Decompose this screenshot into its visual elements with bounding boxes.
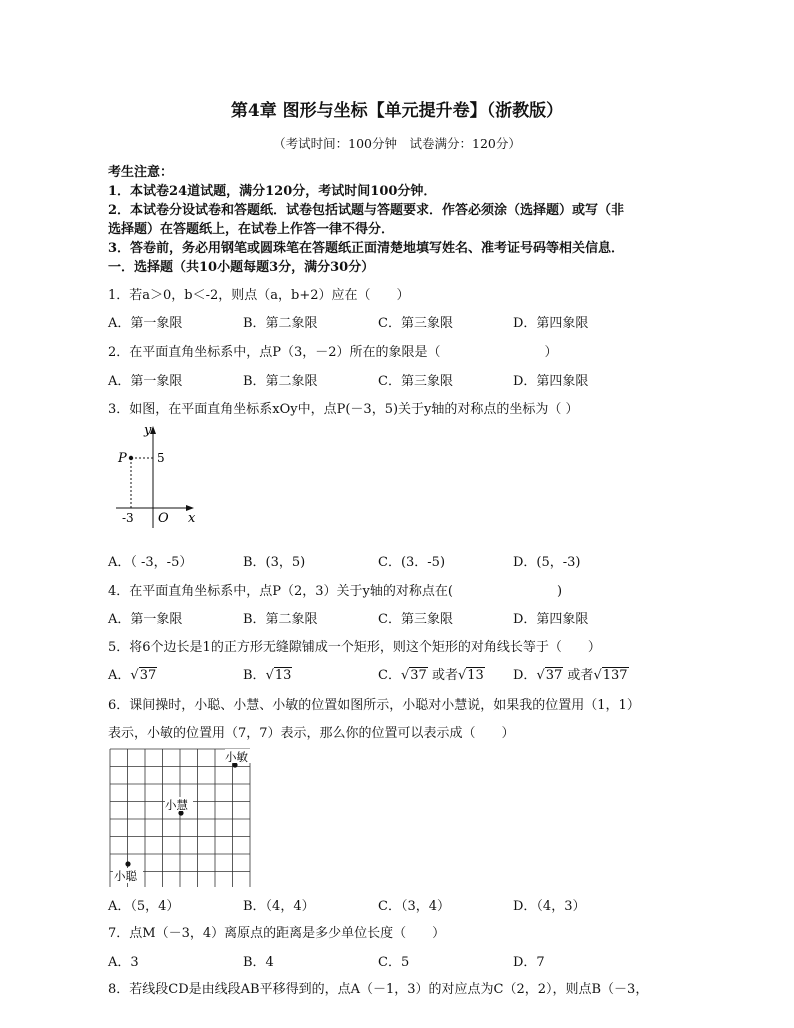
q5-c-letter: C． (378, 668, 401, 683)
q5-d-radicand-2: 137 (602, 668, 628, 683)
q6-option-a: A．（5，4） (108, 899, 180, 914)
q5-d-or: 或者 (567, 668, 594, 683)
q5-c-or: 或者 (431, 668, 458, 683)
q3-option-c: C．(3．-5) (378, 555, 446, 570)
q5-a-radicand: 37 (139, 668, 157, 683)
q5-d-letter: D． (513, 668, 537, 683)
q5-d-radicand-1: 37 (545, 668, 563, 683)
tick-neg3: -3 (122, 511, 134, 525)
section-heading: 一．选择题（共10小题每题3分，满分30分） (108, 260, 375, 275)
q4-option-d: D．第四象限 (513, 612, 589, 627)
grid-lines (110, 749, 250, 887)
q5-c-radicand-1: 37 (410, 668, 427, 683)
q1-option-d: D．第四象限 (513, 316, 589, 331)
q2-option-d: D．第四象限 (513, 374, 589, 389)
q4-option-c: C．第三象限 (378, 612, 453, 627)
q4-option-a: A．第一象限 (108, 612, 183, 627)
q2-option-c: C．第三象限 (378, 374, 453, 389)
q1-option-c: C．第三象限 (378, 316, 453, 331)
q3-option-b: B．(3，5) (243, 555, 306, 570)
q5-option-c: C．√37 或者√13 (378, 668, 484, 683)
question-4-stem: 4．在平面直角坐标系中，点P（2，3）关于y轴的对称点在( ) (108, 584, 563, 599)
q5-option-a: A．√37 (108, 668, 157, 683)
x-label: x (188, 511, 196, 526)
q1-option-b: B．第二象限 (243, 316, 318, 331)
point-p (129, 456, 133, 460)
q7-option-b: B．4 (243, 955, 274, 970)
q5-c-radicand-2: 13 (467, 668, 484, 683)
q5-b-radicand: 13 (274, 668, 292, 683)
origin-label: O (158, 511, 169, 526)
cong-label: 小聪 (114, 869, 137, 883)
hui-label: 小慧 (165, 798, 188, 812)
q5-option-b: B．√13 (243, 668, 292, 683)
q5-b-letter: B． (243, 668, 266, 683)
question-6-stem-2: 表示，小敏的位置用（7，7）表示，那么你的位置可以表示成（ ） (108, 726, 515, 741)
tick-5: 5 (157, 451, 165, 465)
question-6-stem-1: 6．课间操时，小聪、小慧、小敏的位置如图所示，小聪对小慧说，如果我的位置用（1，1） (108, 698, 640, 713)
q6-option-c: C．（3，4） (378, 899, 450, 914)
q4-option-b: B．第二象限 (243, 612, 318, 627)
min-label: 小敏 (225, 750, 248, 764)
q2-option-b: B．第二象限 (243, 374, 318, 389)
question-2-stem: 2．在平面直角坐标系中，点P（3，－2）所在的象限是（ ） (108, 345, 558, 360)
page-title: 第4章 图形与坐标【单元提升卷】（浙教版） (230, 101, 564, 121)
question-3-stem: 3．如图，在平面直角坐标系xOy中，点P(－3，5)关于y轴的对称点的坐标为（ ） (108, 402, 579, 417)
note-2b: 选择题）在答题纸上，在试卷上作答一律不得分． (108, 222, 395, 237)
q2-option-a: A．第一象限 (108, 374, 183, 389)
note-2a: 2．本试卷分设试卷和答题纸．试卷包括试题与答题要求．作答必须涂（选择题）或写（非 (108, 203, 625, 218)
question-8-stem: 8．若线段CD是由线段AB平移得到的，点A（－1，3）的对应点为C（2，2），则点B（－3， (108, 982, 649, 997)
note-1: 1．本试卷24道试题，满分120分，考试时间100分钟． (108, 184, 437, 199)
q5-option-d: D．√37 或者√137 (513, 668, 628, 683)
q5-a-letter: A． (108, 668, 131, 683)
q6-option-b: B．（4，4） (243, 899, 315, 914)
question-5-stem: 5．将6个边长是1的正方形无缝隙铺成一个矩形，则这个矩形的对角线长等于（ ） (108, 640, 601, 655)
exam-info: （考试时间：100分钟 试卷满分：120分） (273, 136, 521, 151)
q3-option-d: D．(5，-3) (513, 555, 581, 570)
note-3: 3．答卷前，务必用钢笔或圆珠笔在答题纸正面清楚地填写姓名、准考证号码等相关信息． (108, 241, 625, 256)
q1-option-a: A．第一象限 (108, 316, 183, 331)
p-label: P (118, 451, 127, 466)
q6-option-d: D．（4，3） (513, 899, 586, 914)
y-label: y (144, 423, 152, 438)
question-7-stem: 7．点M（－3，4）离原点的距离是多少单位长度（ ） (108, 926, 446, 941)
coordinate-figure (108, 420, 208, 540)
q7-option-c: C．5 (378, 955, 410, 970)
q7-option-a: A．3 (108, 955, 139, 970)
q7-option-d: D．7 (513, 955, 545, 970)
grid-figure (108, 747, 258, 887)
cong-dot (125, 861, 130, 866)
q3-option-a: A．（ -3，-5） (108, 555, 193, 570)
question-1-stem: 1．若a＞0，b＜-2，则点（a，b+2）应在（ ） (108, 288, 410, 303)
notes-heading: 考生注意： (108, 165, 174, 180)
